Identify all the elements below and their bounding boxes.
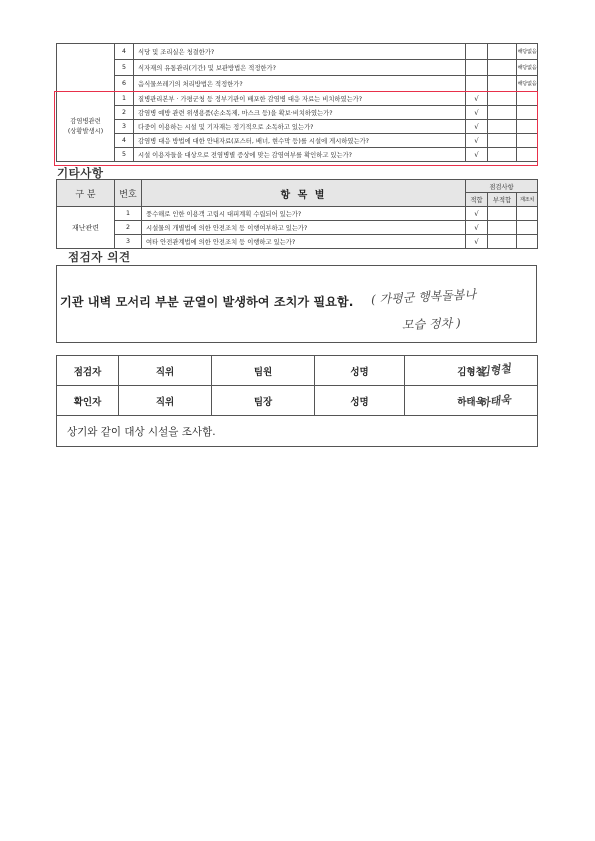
signature: 하태욱 — [478, 392, 512, 411]
header-items: 항 목 별 — [142, 180, 466, 207]
table-row — [57, 356, 538, 386]
check-mark: √ — [466, 207, 488, 221]
check-mark: √ — [466, 92, 488, 106]
position-value: 팀원 — [212, 356, 315, 386]
confirmation-note: 상기와 같이 대상 시설을 조사함. — [57, 416, 538, 447]
row-number: 6 — [115, 76, 134, 92]
row-number: 5 — [115, 60, 134, 76]
not-applicable-mark: 해당없음 — [517, 76, 538, 92]
other-table — [56, 179, 538, 249]
row-item: 여타 안전관계법에 의한 안전조치 등 이행하고 있는가? — [142, 235, 466, 249]
handwritten-note: ( 가평군 행복돌봄나 — [370, 287, 477, 307]
row-number: 3 — [115, 120, 134, 134]
infection-category-sublabel: (상황발생시) — [67, 127, 104, 135]
table-row — [57, 60, 538, 76]
table-row — [57, 386, 538, 416]
highlight-box — [54, 91, 538, 166]
name-value: 김형철 — [457, 366, 485, 378]
row-number: 4 — [115, 134, 134, 148]
row-item: 감염병 예방 관련 위생용품(손소독제, 마스크 등)을 확보·비치하였는가? — [134, 106, 466, 120]
row-number: 2 — [115, 221, 142, 235]
position-value: 팀장 — [212, 386, 315, 416]
confirmer-role: 확인자 — [57, 386, 119, 416]
header-not-ok: 부적합 — [488, 193, 517, 207]
table-row — [57, 44, 538, 60]
signature-table — [56, 355, 538, 447]
table-row — [57, 76, 538, 92]
row-item: 식자재의 유통관리(기간) 및 보관방법은 적정한가? — [134, 60, 466, 76]
row-number: 2 — [115, 106, 134, 120]
header-inspection: 점검사항 — [466, 180, 538, 193]
row-item: 시설 이용자들을 대상으로 전염병별 증상에 맞는 감염여부를 확인하고 있는가? — [134, 148, 466, 162]
name-cell — [405, 356, 538, 386]
row-number: 4 — [115, 44, 134, 60]
position-label: 직위 — [119, 386, 212, 416]
name-value: 하태욱 — [457, 396, 485, 408]
disaster-category-label: 재난관련 — [57, 207, 115, 249]
table-row — [57, 416, 538, 447]
not-applicable-mark: 해당없음 — [517, 44, 538, 60]
signature: 김형철 — [478, 361, 512, 380]
row-number: 3 — [115, 235, 142, 249]
header-row — [57, 180, 538, 193]
name-cell — [405, 386, 538, 416]
inspector-role: 점검자 — [57, 356, 119, 386]
category-cell — [57, 44, 115, 92]
row-item: 시설물의 개별법에 의한 안전조치 등 이행여부하고 있는가? — [142, 221, 466, 235]
table-row — [57, 221, 538, 235]
header-action: 재조치 — [517, 193, 538, 207]
check-mark: √ — [466, 221, 488, 235]
header-number: 번호 — [115, 180, 142, 207]
row-item: 풍수해로 인한 이용객 고립시 대피계획 수립되어 있는가? — [142, 207, 466, 221]
not-applicable-mark: 해당없음 — [517, 60, 538, 76]
opinion-text: 기관 내벽 모서리 부분 균열이 발생하여 조치가 필요함. — [60, 295, 354, 309]
opinion-box — [56, 265, 537, 343]
name-label: 성명 — [315, 386, 405, 416]
row-item: 다중이 이용하는 시설 및 기자재는 정기적으로 소독하고 있는가? — [134, 120, 466, 134]
header-category: 구 분 — [57, 180, 115, 207]
table-row — [57, 207, 538, 221]
handwritten-note: 모습 정차 ) — [401, 315, 461, 333]
row-item: 질병관리본부 · 가평군청 등 정부기관이 배포한 감염병 대응 자료는 비치하였는가? — [134, 92, 466, 106]
check-mark: √ — [466, 235, 488, 249]
infection-category-label: 감염병관련 — [70, 117, 101, 125]
other-section-title: 기타사항 — [57, 166, 104, 180]
row-number: 1 — [115, 207, 142, 221]
opinion-section-title: 점검자 의견 — [68, 250, 131, 264]
row-item: 감염병 대응 방법에 대한 안내자료(포스터, 배너, 현수막 등)를 시설에 게시하였는가? — [134, 134, 466, 148]
check-mark: √ — [466, 148, 488, 162]
row-item: 음식물쓰레기의 처리방법은 적정한가? — [134, 76, 466, 92]
row-number: 5 — [115, 148, 134, 162]
table-row — [57, 235, 538, 249]
check-mark: √ — [466, 134, 488, 148]
check-mark: √ — [466, 106, 488, 120]
check-mark: √ — [466, 120, 488, 134]
position-label: 직위 — [119, 356, 212, 386]
row-number: 1 — [115, 92, 134, 106]
header-ok: 적합 — [466, 193, 488, 207]
name-label: 성명 — [315, 356, 405, 386]
row-item: 식당 및 조리실은 청결한가? — [134, 44, 466, 60]
